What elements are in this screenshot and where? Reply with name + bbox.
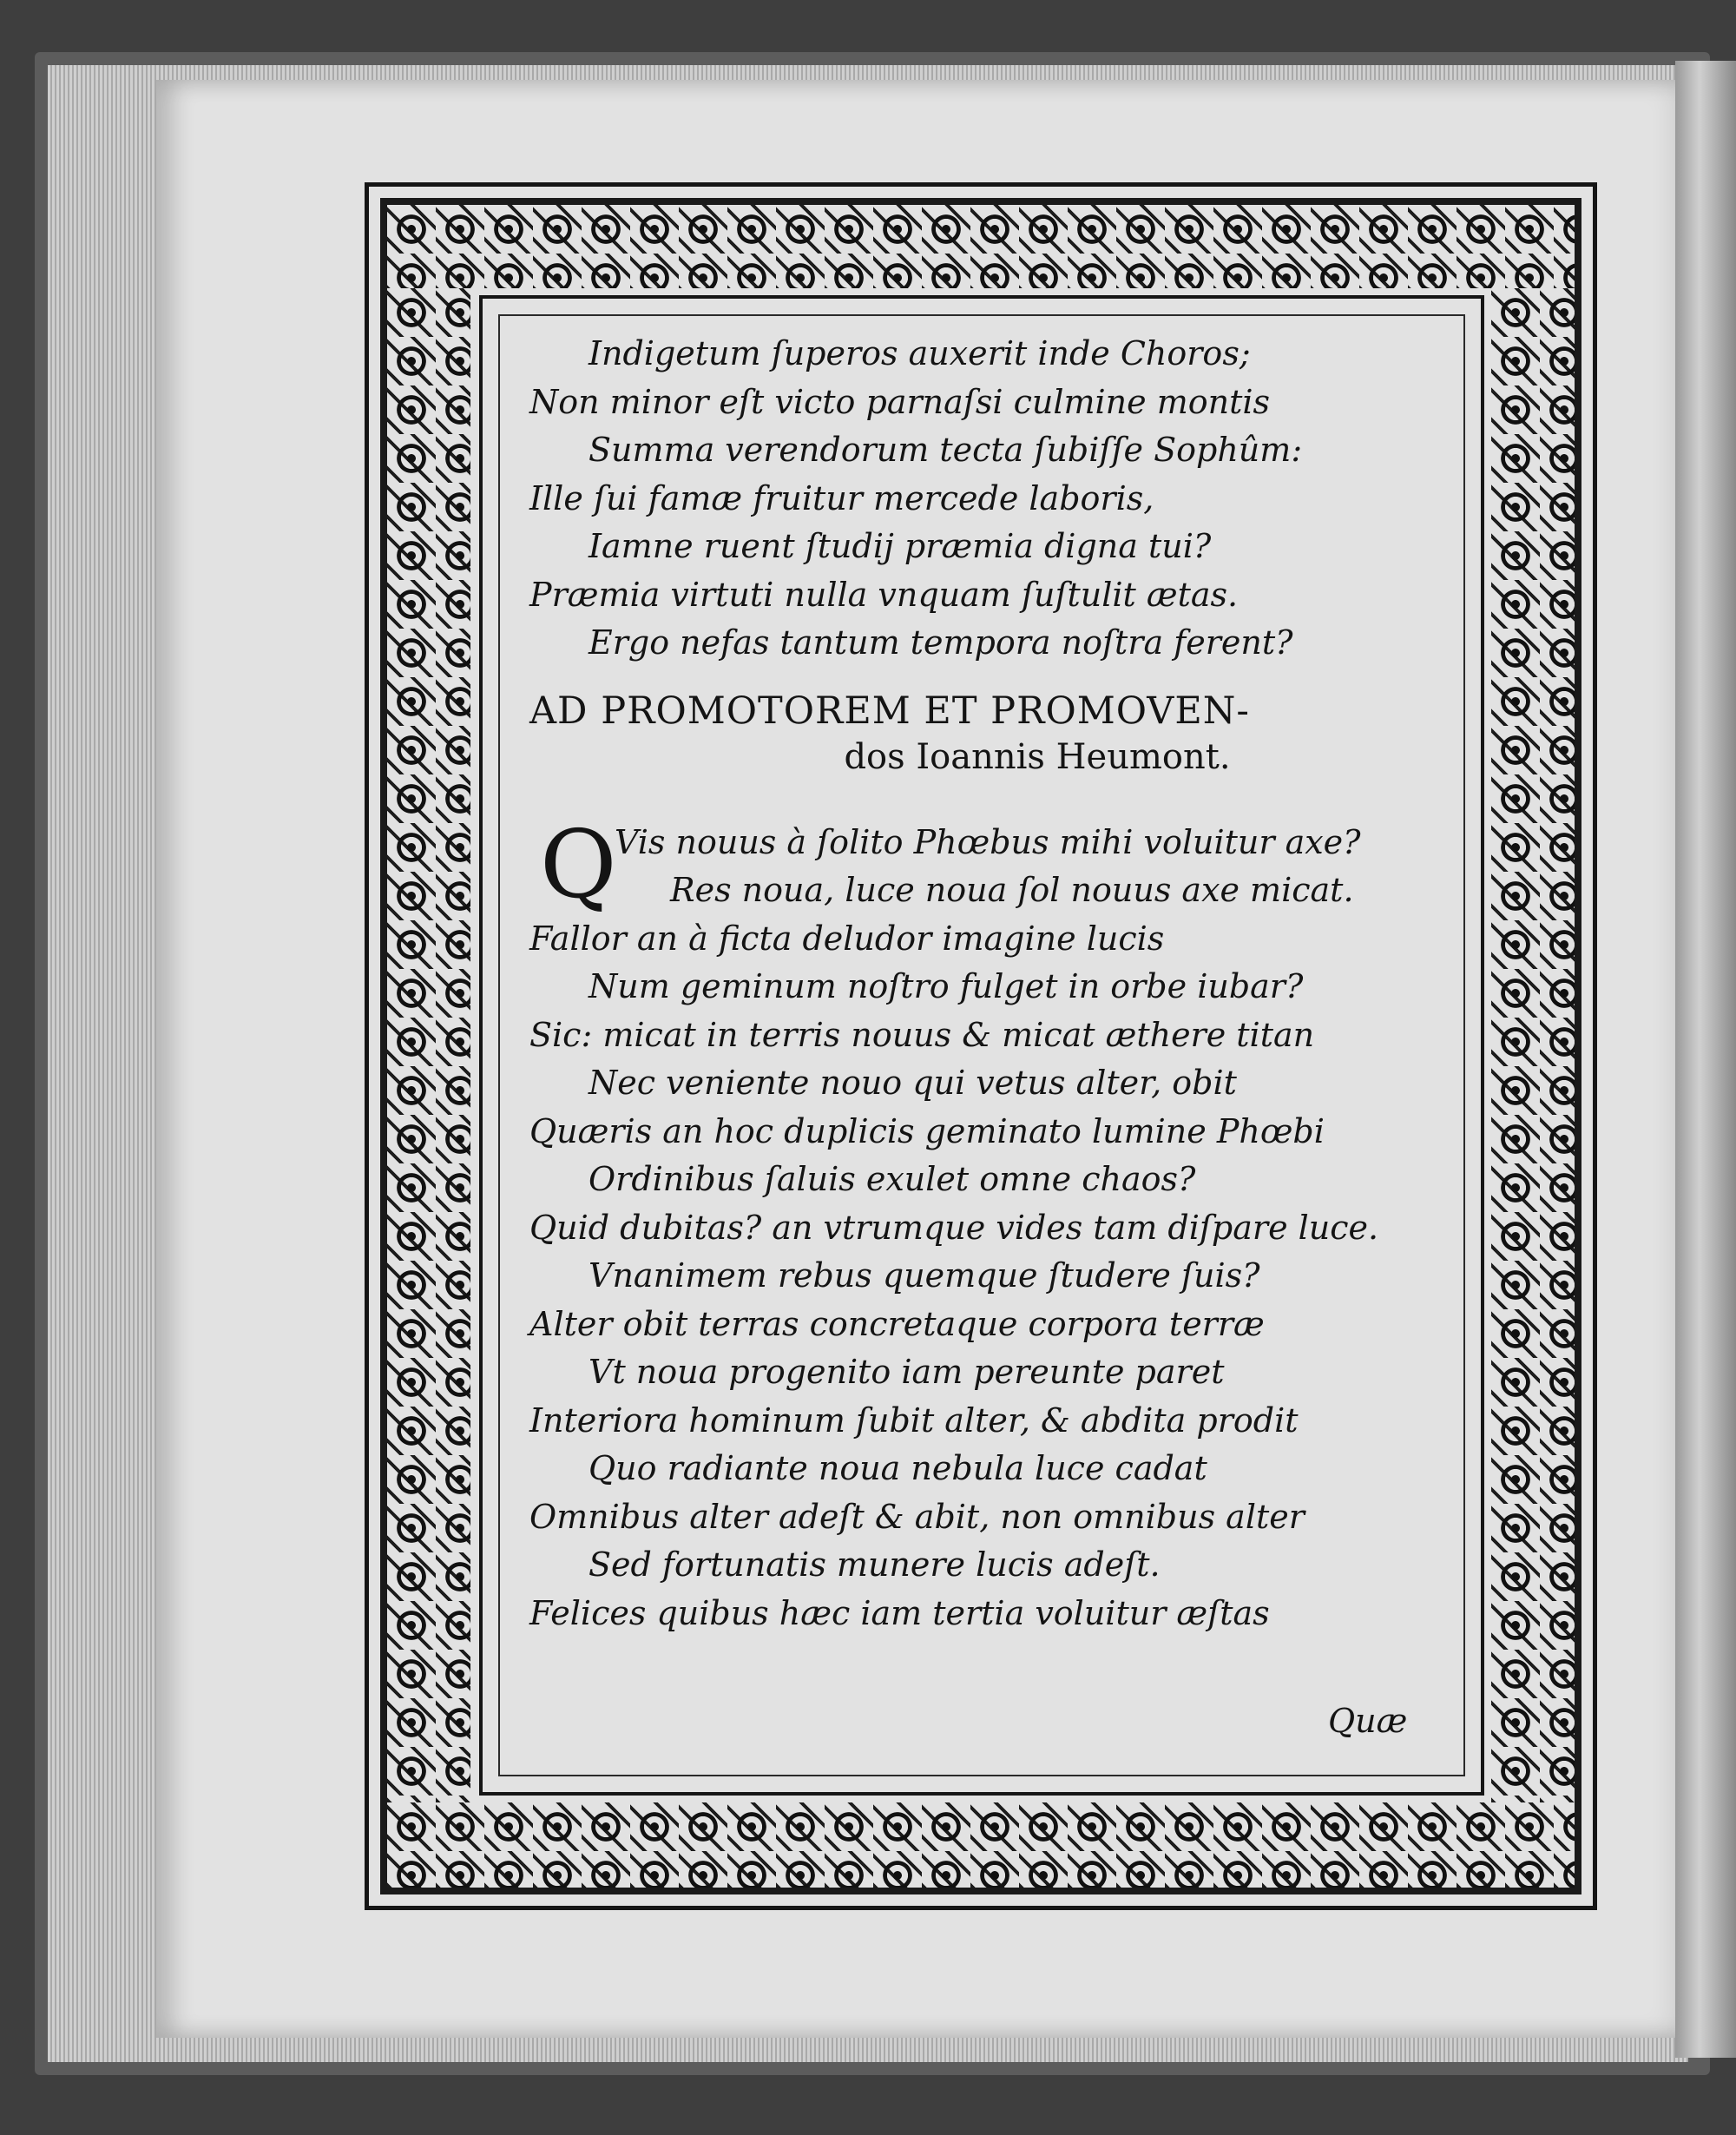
verse-line: Sic: micat in terris nouus & micat æthere titan [529,1015,1315,1054]
verse-line: Ergo nefas tantum tempora noſtra ferent? [589,623,1293,662]
verse-line: Res noua, luce noua ſol nouus axe micat. [670,871,1354,909]
verse-group-top [529,330,1467,668]
verse-line: Non minor eſt victo parnaſsi culmine montis [529,382,1271,421]
facing-page-edge [1675,61,1736,2058]
catchword: Quæ [1328,1702,1408,1740]
poem-text [529,330,1467,1637]
opening-verse [529,810,1467,919]
verse-line: Præmia virtuti nulla vnquam ſuſtulit ætas. [529,575,1239,614]
verse-line: Vnanimem rebus quemque ſtudere ſuis? [589,1256,1260,1295]
section-heading-continued: dos Ioannis Heumont. [844,736,1231,777]
verse-line: Alter obit terras concretaque corpora terræ [529,1304,1265,1343]
verse-line: Quid dubitas? an vtrumque vides tam diſpare luce. [529,1208,1379,1247]
verse-line: Num geminum noſtro fulget in orbe iubar? [589,967,1304,1005]
verse-line: Felices quibus hæc iam tertia voluitur æſtas [529,1593,1270,1632]
verse-line: Ordinibus ſaluis exulet omne chaos? [589,1160,1196,1198]
drop-capital: Q [540,810,617,919]
verse-line: Omnibus alter adeſt & abit, non omnibus alter [529,1497,1305,1536]
verse-line: Sed fortunatis munere lucis adeſt. [589,1545,1161,1584]
verse-line: Vis nouus à ſolito Phœbus mihi voluitur axe? [615,822,1361,861]
verse-line: Interiora hominum ſubit alter, & abdita prodit [529,1400,1299,1440]
verse-line: Ille ſui famæ fruitur mercede laboris, [529,478,1154,517]
verse-line: Quo radiante noua nebula luce cadat [589,1449,1207,1487]
verse-line: Vt noua progenito iam pereunte paret [589,1353,1225,1391]
section-heading: AD PROMOTOREM ET PROMOVEN- [529,689,1250,733]
verse-line: Fallor an à ficta deludor imagine lucis [529,919,1165,958]
verse-line: Nec veniente nouo qui vetus alter, obit [589,1064,1237,1102]
verse-line: Summa verendorum tecta ſubiſſe Sophûm: [589,431,1303,469]
verse-line: Iamne ruent ſtudij præmia digna tui? [589,527,1212,565]
verse-line: Indigetum ſuperos auxerit inde Choros; [589,334,1251,372]
verse-line: Quæris an hoc duplicis geminato lumine Phœbi [529,1111,1325,1150]
verse-group-body [529,915,1467,1638]
